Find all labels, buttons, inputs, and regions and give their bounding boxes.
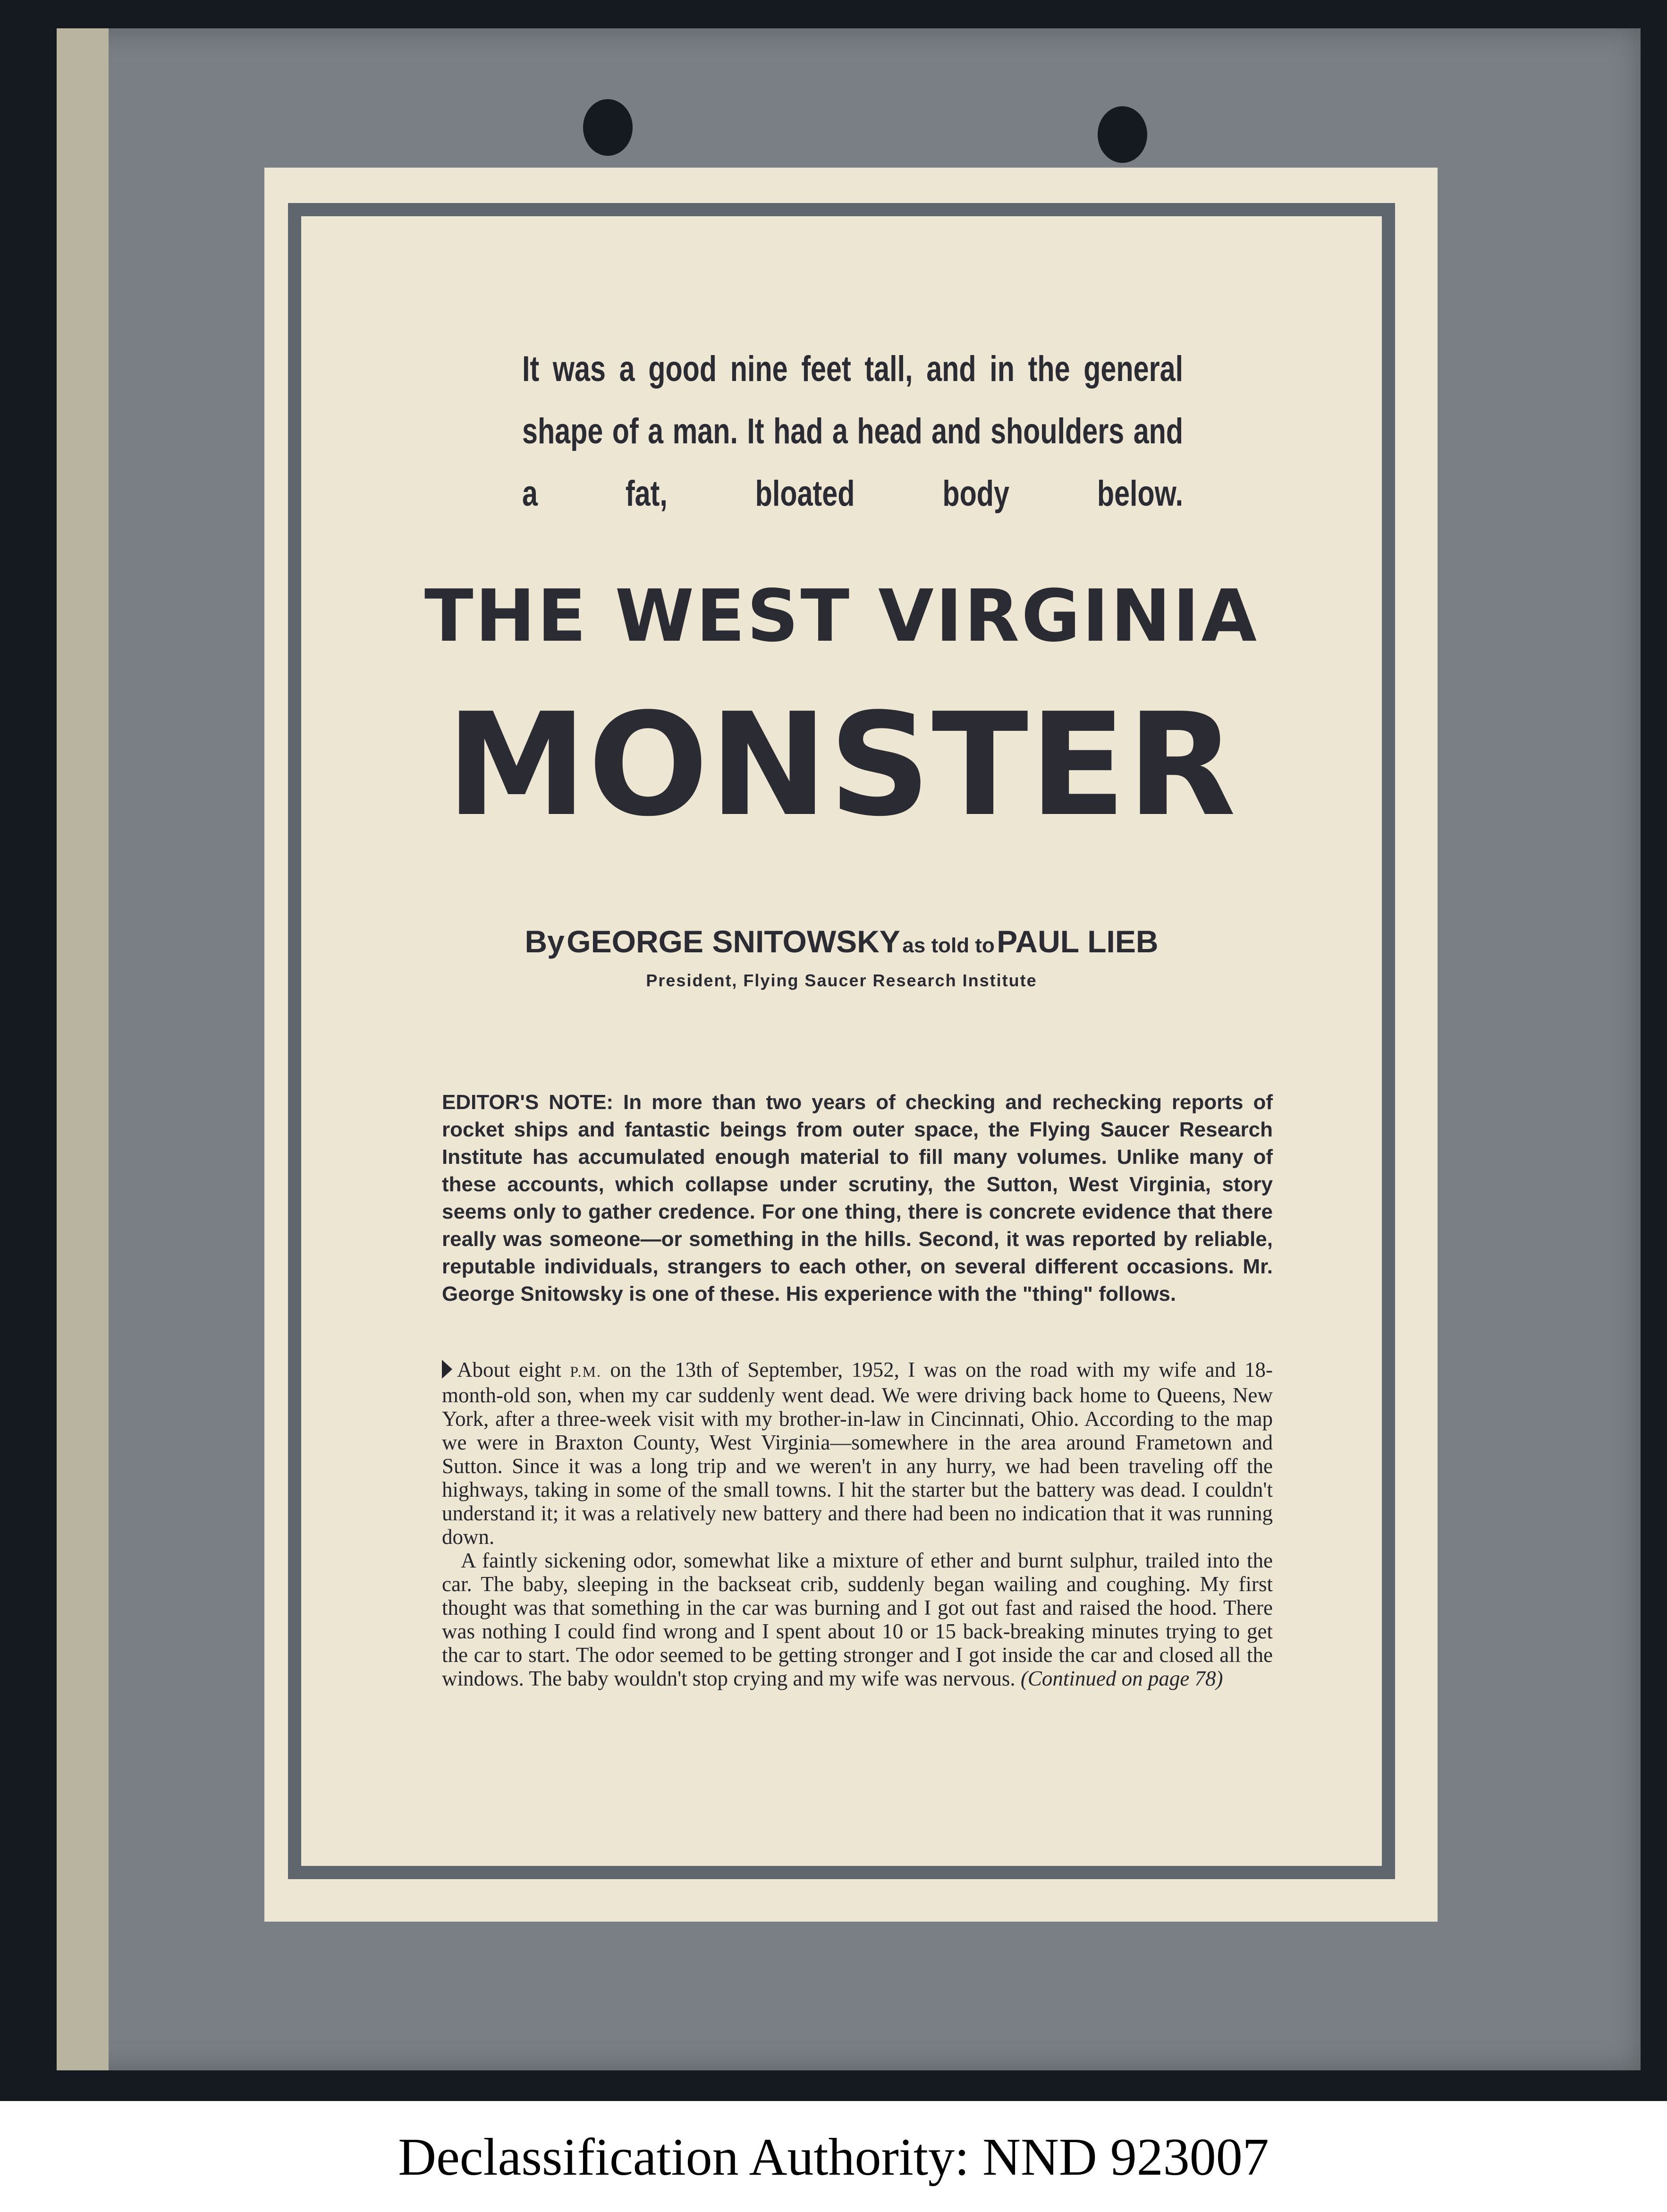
paragraph-2-text: A faintly sickening odor, somewhat like a mixture of ether and burnt sulphur, trailed into the car. The baby, sleeping in the backseat crib, suddenly began wailing and coughing. My first thought was that something in the car was burning and I got out fast and raised the hood. There was nothing I could find wrong and I spent about 10 or 15 back-breaking minutes trying to get the car to start. The odor seemed to be getting stronger and I got inside the car and closed all the windows. The baby wouldn't stop crying and my wife was nervous. [442, 1549, 1273, 1690]
author-credit: President, Flying Saucer Research Institute [646, 971, 1037, 990]
tagline: It was a good nine feet tall, and in the general shape of a man. It had a head and shoulders and a fat, bloated body below. [522, 349, 1184, 514]
byline-author: GEORGE SNITOWSKY [567, 924, 900, 959]
continued-note: (Continued on page 78) [1020, 1667, 1223, 1690]
page-border [288, 203, 1395, 1879]
byline [329, 924, 1354, 959]
paragraph-1-pm: P.M. [570, 1363, 601, 1380]
footer [0, 2101, 1667, 2212]
sheet-torn-edge [57, 28, 109, 2070]
punch-hole-left [583, 99, 633, 156]
article-body [442, 1358, 1273, 1690]
magazine-page [264, 168, 1438, 1922]
byline-by: By [525, 924, 565, 959]
paragraph-1 [442, 1358, 1273, 1549]
punch-hole-right [1098, 106, 1147, 163]
paragraph-1-rest: on the 13th of September, 1952, I was on the road with my wife and 18-month-old son, when my car suddenly went dead. We were driving back home to Queens, New York, after a three-week visit with my brother-in-law in Cincinnati, Ohio. According to the map we were in Braxton County, West Virginia—somewhere in the area around Frametown and Sutton. Since it was a long trip and we weren't in any hurry, we had been traveling off the highways, taking in some of the small towns. I hit the starter but the battery was dead. I couldn't understand it; it was a relatively new battery and there had been no indication that it was running down. [442, 1358, 1273, 1549]
byline-as-told: as told to [902, 934, 995, 957]
page-content [329, 244, 1354, 1839]
title-line-2: MONSTER [446, 683, 1237, 848]
paragraph-1-prefix: About eight [457, 1358, 561, 1381]
editors-note: EDITOR'S NOTE: In more than two years of checking and rechecking reports of rocket ships and fantastic beings from outer space, the Flying Saucer Research Institute has accumulated enough material to fill many volumes. Unlike many of these accounts, which collapse under scrutiny, the Sutton, West Virginia, story seems only to gather credence. For one thing, there is concrete evidence that there really was someone—or something in the hills. Second, it was reported by reliable, reputable individuals, strangers to each other, on several different occasions. Mr. George Snitowsky is one of these. His experience with the "thing" follows. [442, 1091, 1273, 1305]
declassification-label: Declassification Authority: NND 923007 [398, 2128, 1269, 2187]
paragraph-2 [442, 1549, 1273, 1690]
byline-coauthor: PAUL LIEB [997, 924, 1159, 959]
title-line-1: THE WEST VIRGINIA [424, 574, 1259, 658]
paragraph-arrow-icon [442, 1360, 452, 1379]
